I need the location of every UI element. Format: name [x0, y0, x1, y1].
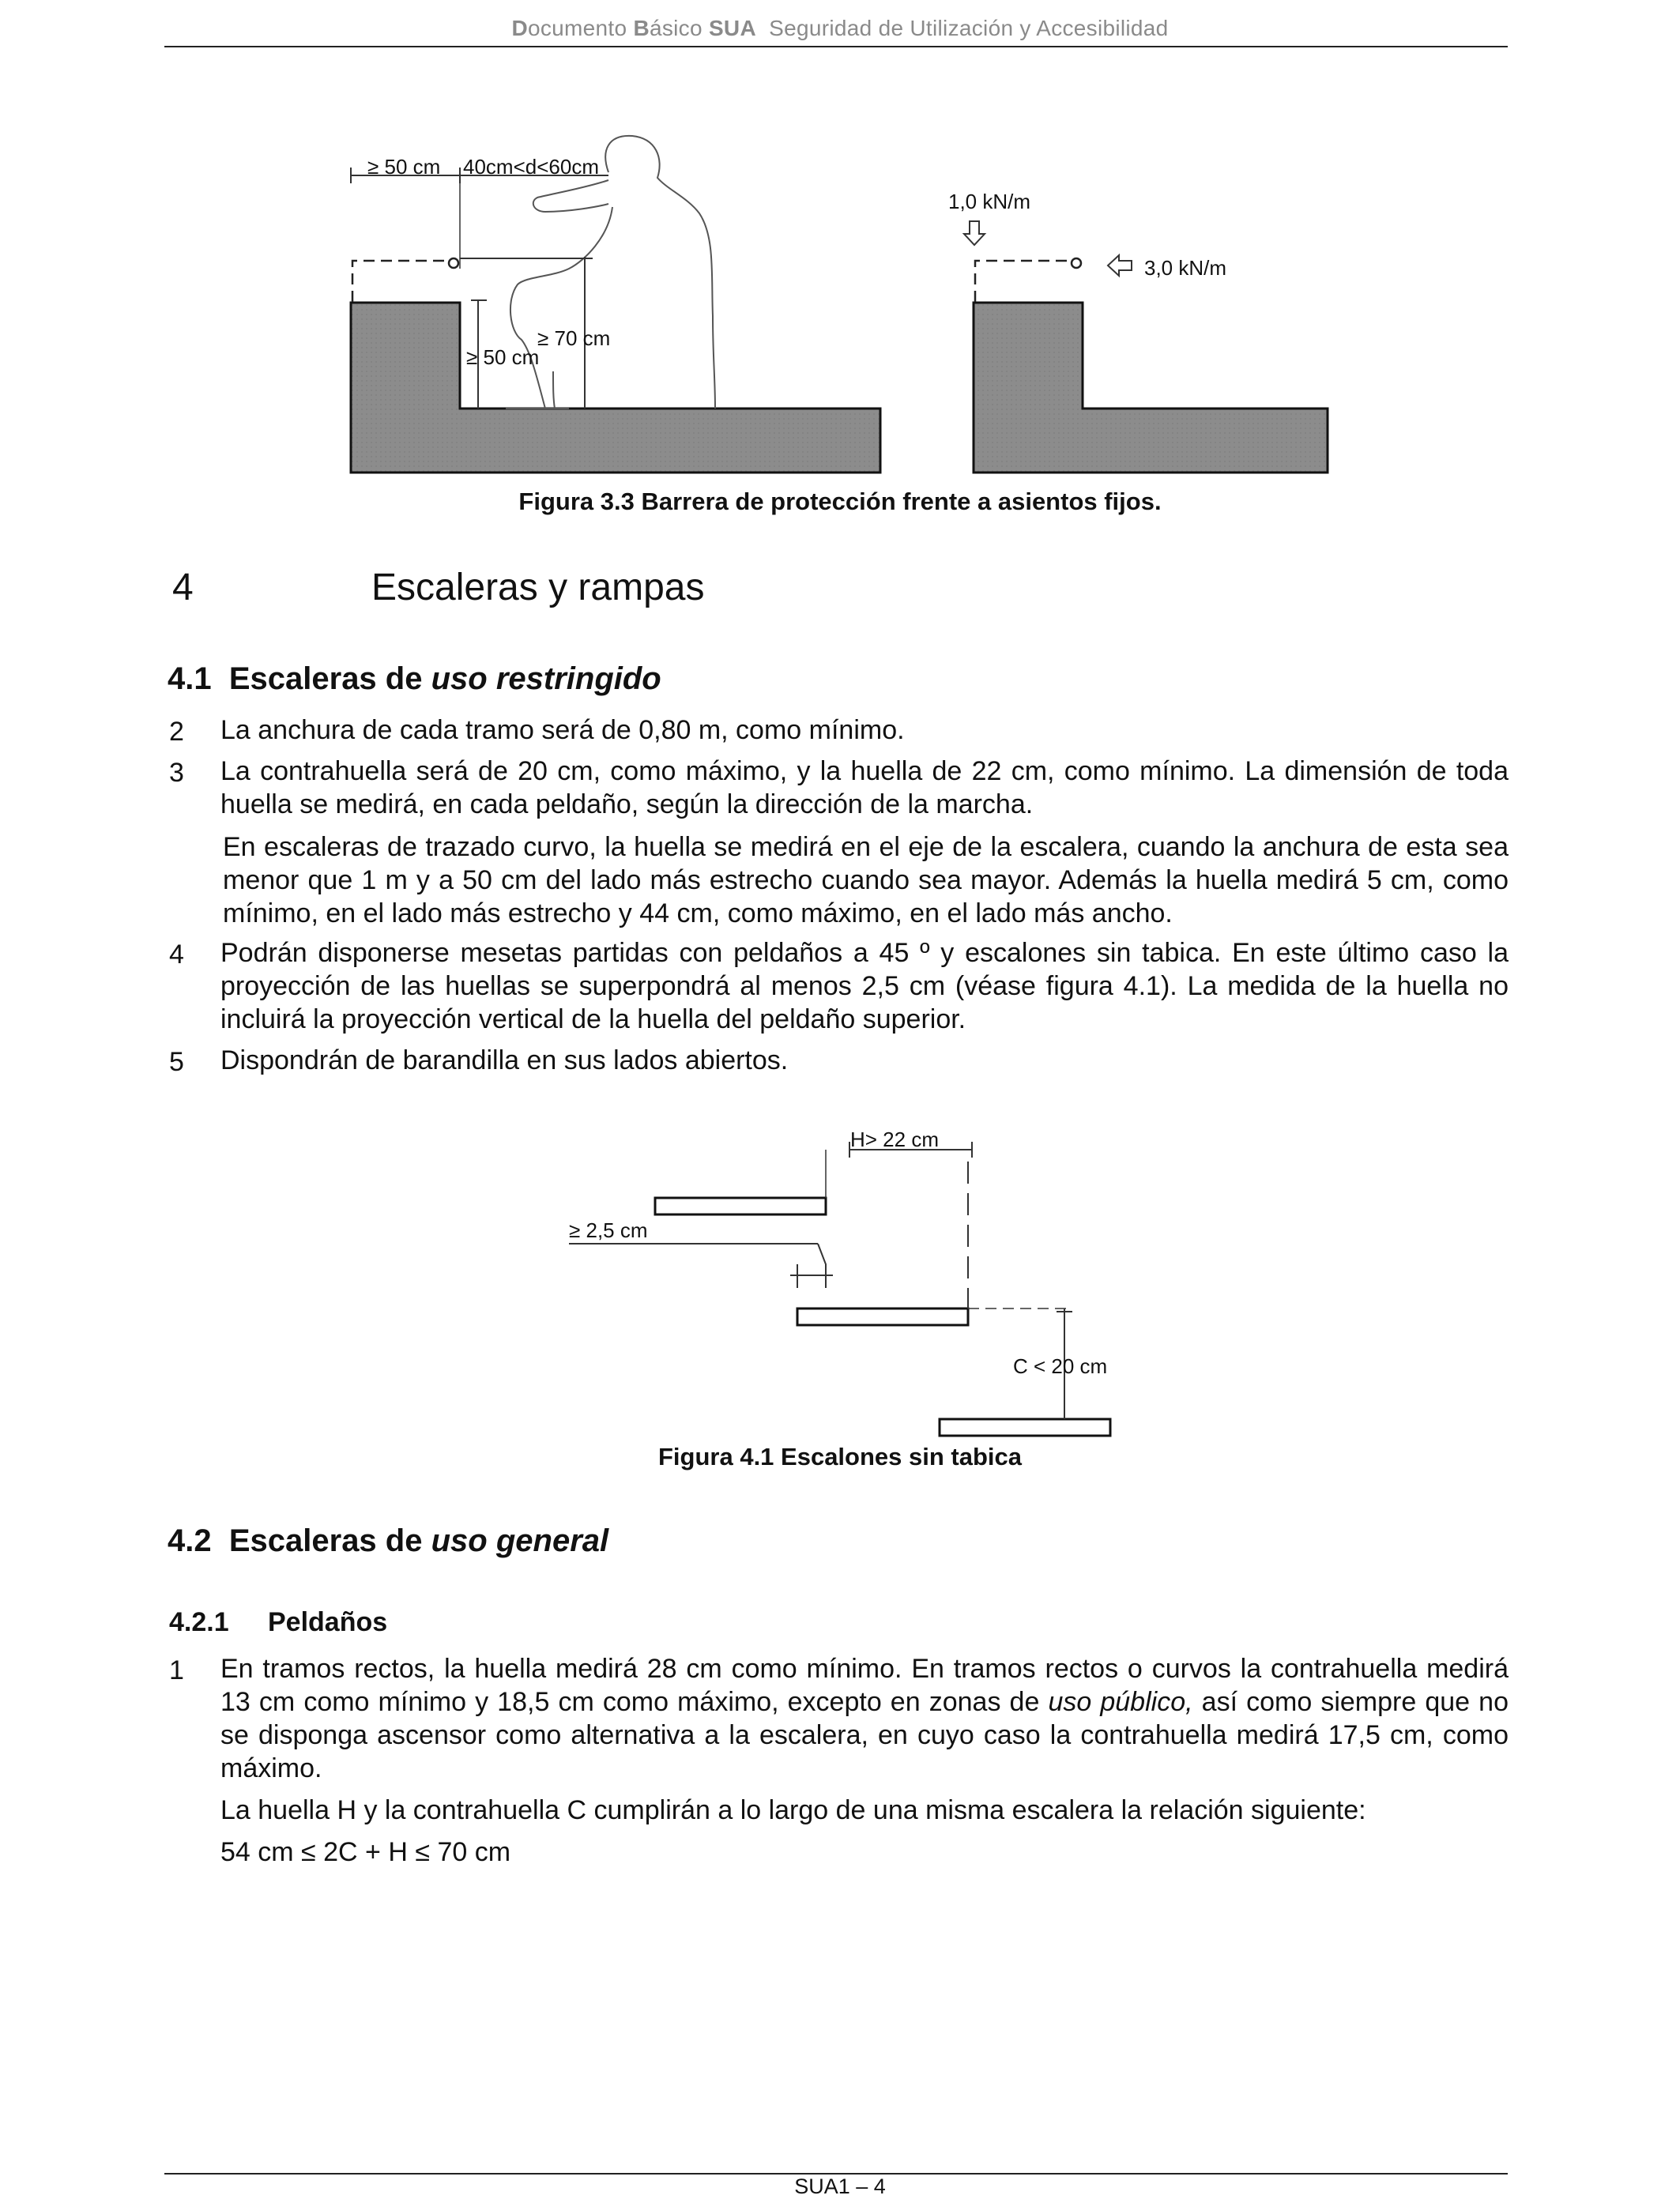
section-4-1-heading	[168, 661, 661, 697]
dim-min-50: ≥ 50 cm	[367, 155, 441, 179]
page-number: SUA1 – 4	[794, 2175, 886, 2198]
section-4-2-title: Escaleras de	[228, 1523, 423, 1558]
item-5-text: Dispondrán de barandilla en sus lados abiertos.	[220, 1045, 789, 1075]
person-silhouette-leg	[510, 207, 612, 409]
left-barrier-block	[351, 303, 880, 473]
figure-4-1-caption: Figura 4.1 Escalones sin tabica	[657, 1443, 1023, 1470]
peldanos-item-1-part-b: así como siempre que no se disponga ascensor como alternativa a la escalera, en cuyo caso la contrahuella medirá 17,5 cm, como máximo.	[220, 1687, 1509, 1783]
peldanos-item-1-number: 1	[169, 1655, 184, 1685]
item-5-number: 5	[169, 1047, 184, 1077]
dim-h-tread: H> 22 cm	[850, 1128, 939, 1151]
person-silhouette-body	[605, 136, 715, 409]
peldanos-item-1-italic: uso público,	[1048, 1687, 1193, 1717]
item-3-curved-paragraph: En escaleras de trazado curvo, la huella se medirá en el eje de la escalera, cuando la anchura de esta sea menor que 1 m y a 50 cm del lado más estrecho cuando sea mayor. Además la huella medirá 5 cm, como mínimo, en el lado más estrecho y 44 cm, como máximo, en el lado más ancho.	[223, 832, 1509, 928]
item-4-text: Podrán disponerse mesetas partidas con peldaños a 45 º y escalones sin tabica. En este último caso la proyección de las huellas se superpondrá al menos 2,5 cm (véase figura 4.1). La medida de la huella no incluirá la proyección vertical de la huella del peldaño superior.	[220, 938, 1509, 1034]
header-title: Seguridad de Utilización y Accesibilidad	[769, 16, 1169, 40]
upper-tread	[655, 1198, 826, 1214]
section-4-2-1-title: Peldaños	[268, 1607, 388, 1637]
figure-4-1-diagram	[553, 1122, 1154, 1454]
header-word-1-initial: D	[511, 16, 528, 40]
section-4-2-title-italic: uso general	[431, 1523, 609, 1558]
section-4-2-heading	[168, 1523, 608, 1559]
peldanos-item-1-part-a: En tramos rectos, la huella medirá 28 cm como mínimo. En tramos rectos o curvos la contrahuella medirá 13 cm como mínimo y 18,5 cm como máximo, excepto en zonas de	[220, 1654, 1509, 1717]
vertical-load-arrow-icon	[964, 221, 985, 245]
header-word-1-rest: ocumento	[527, 16, 627, 40]
figure-3-3-diagram	[332, 126, 1359, 482]
load-horizontal-label: 3,0 kN/m	[1144, 256, 1227, 280]
relation-intro: La huella H y la contrahuella C cumplirán a lo largo de una misma escalera la relación siguiente:	[220, 1795, 1366, 1825]
item-3-text: La contrahuella será de 20 cm, como máximo, y la huella de 22 cm, como mínimo. La dimensión de toda huella se medirá, en cada peldaño, según la dirección de la marcha.	[220, 756, 1509, 819]
horizontal-load-arrow-icon	[1108, 255, 1132, 276]
dim-c-riser: C < 20 cm	[1013, 1354, 1108, 1378]
header-code: SUA	[708, 16, 756, 40]
section-4-2-1-number: 4.2.1	[169, 1607, 229, 1637]
load-vertical-label: 1,0 kN/m	[948, 190, 1031, 213]
middle-tread	[797, 1308, 968, 1325]
section-4-1-title-italic: uso restringido	[431, 661, 661, 696]
section-4-title: Escaleras y rampas	[371, 567, 705, 608]
header-word-2-initial: B	[633, 16, 650, 40]
section-4-1-title: Escaleras de	[228, 661, 423, 696]
item-2-text: La anchura de cada tramo será de 0,80 m, como mínimo.	[220, 715, 905, 745]
peldanos-item-1-text	[220, 1652, 1509, 1785]
lower-tread	[940, 1419, 1110, 1436]
right-handrail-circle	[1072, 258, 1081, 268]
section-4-number: 4	[172, 567, 194, 608]
item-2-number: 2	[169, 717, 184, 747]
item-3-number: 3	[169, 758, 184, 788]
right-barrier-block	[974, 303, 1328, 473]
relation-formula: 54 cm ≤ 2C + H ≤ 70 cm	[220, 1837, 511, 1867]
dim-seat-50: ≥ 50 cm	[466, 345, 540, 369]
left-barrier-dashed-outline	[352, 261, 450, 302]
running-header	[0, 16, 1680, 41]
dim-backrest-70: ≥ 70 cm	[537, 326, 611, 350]
header-word-2-rest: ásico	[649, 16, 703, 40]
dim-overlap: ≥ 2,5 cm	[569, 1218, 648, 1242]
person-silhouette-arm	[533, 180, 608, 212]
right-barrier-dashed-outline	[975, 261, 1073, 302]
header-rule	[164, 46, 1508, 47]
left-handrail-circle	[449, 258, 458, 268]
item-4-number: 4	[169, 939, 184, 970]
section-4-1-number: 4.1	[168, 661, 212, 696]
figure-3-3-caption: Figura 3.3 Barrera de protección frente a asientos fijos.	[518, 488, 1162, 515]
section-4-2-number: 4.2	[168, 1523, 212, 1558]
dim-distance-d: 40cm<d<60cm	[463, 155, 599, 179]
